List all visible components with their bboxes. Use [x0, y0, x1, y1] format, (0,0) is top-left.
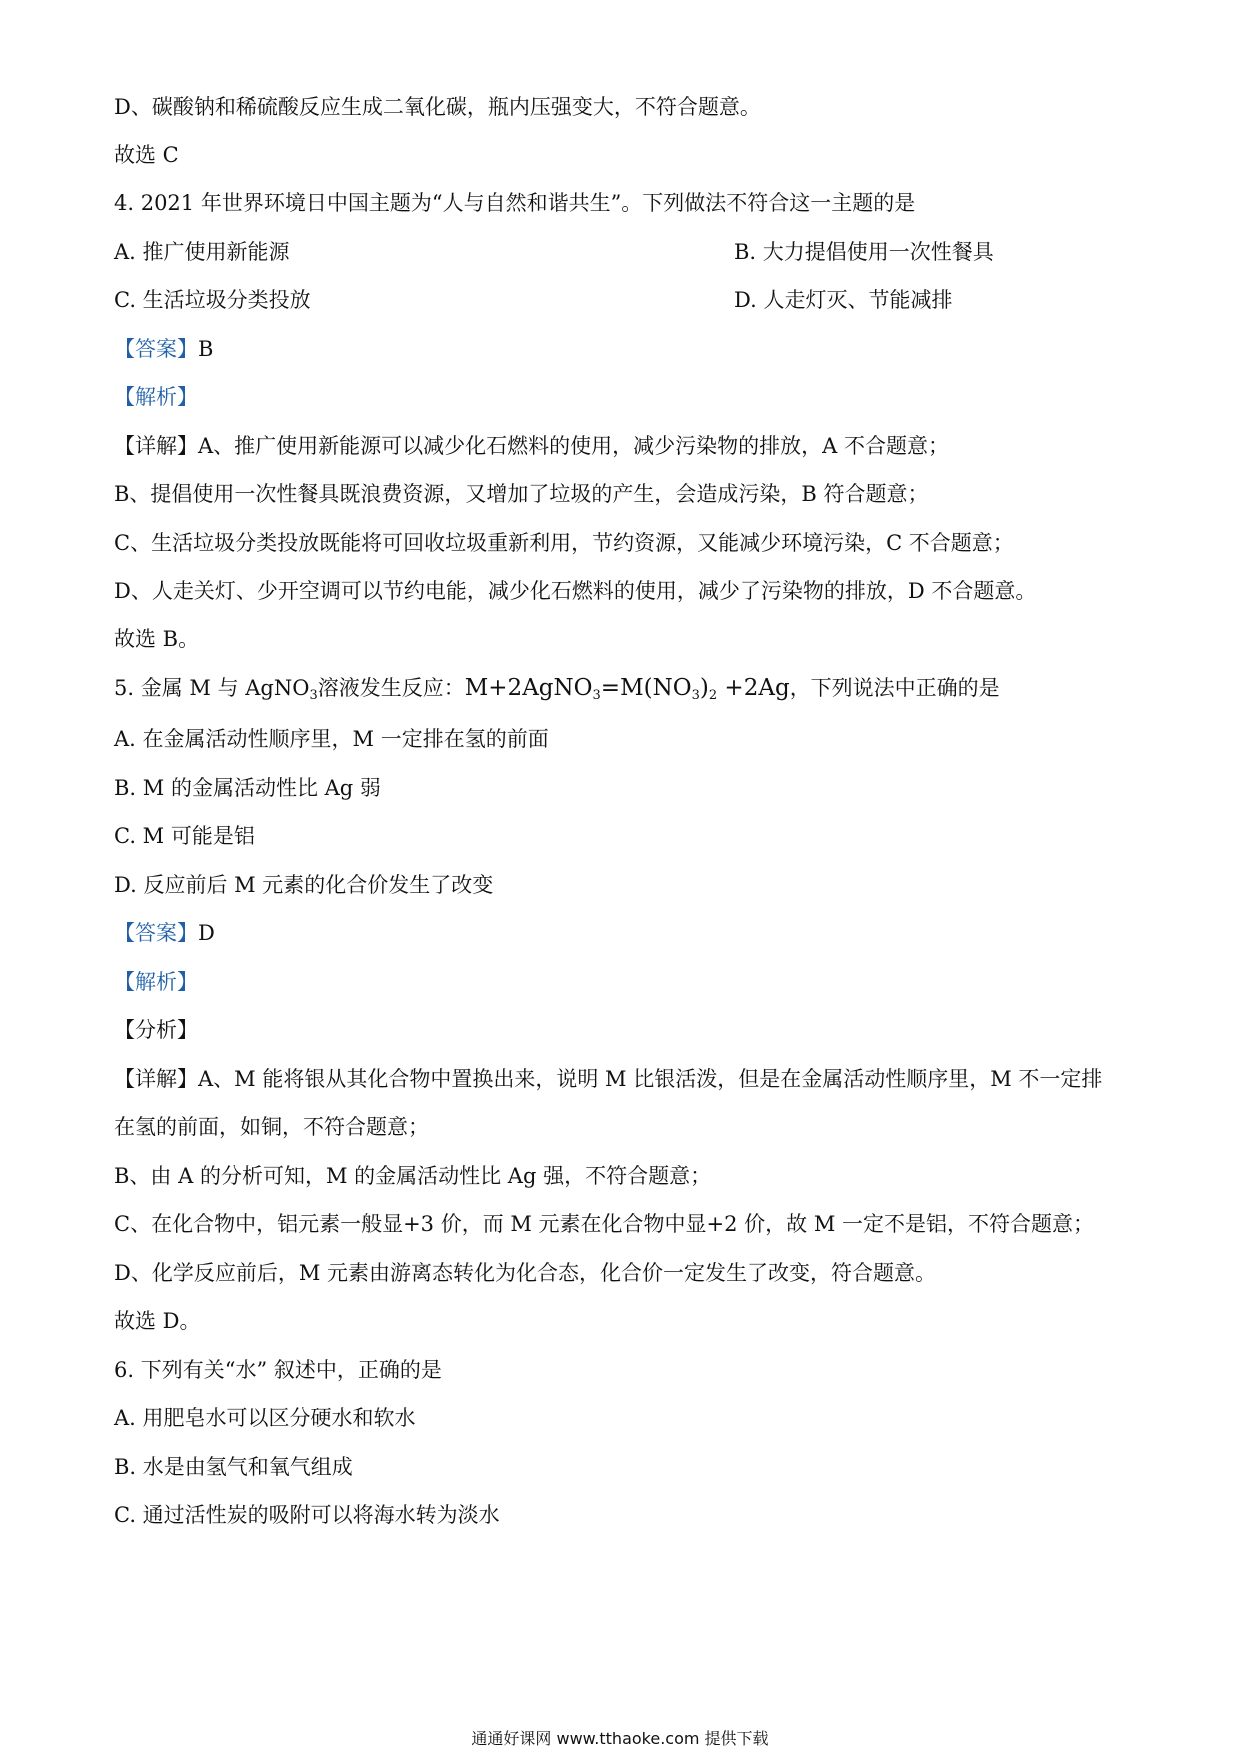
answer-value: D: [198, 921, 215, 945]
q4-detail-b: B、提倡使用一次性餐具既浪费资源，又增加了垃圾的产生，会造成污染，B 符合题意；: [114, 482, 929, 506]
formula-part: ): [699, 675, 709, 701]
formula-part: M+2AgNO: [464, 675, 593, 701]
q5-fenxi-tag: 【分析】: [114, 1018, 198, 1042]
q4-analysis-tag: 【解析】: [114, 385, 198, 409]
q5-option-c: C. M 可能是铝: [114, 824, 255, 848]
q4-option-d: D. 人走灯灭、节能减排: [734, 288, 953, 312]
q5-stem: [114, 673, 1140, 703]
subscript: 2: [708, 688, 718, 703]
q4-choose: 故选 B。: [114, 627, 200, 651]
q6-option-b: B. 水是由氢气和氧气组成: [114, 1455, 353, 1479]
q4-options-row2: [114, 285, 1140, 315]
q4-option-b: B. 大力提倡使用一次性餐具: [734, 240, 994, 264]
q4-detail-d: D、人走关灯、少开空调可以节约电能，减少化石燃料的使用，减少了污染物的排放，D 不合题意。: [114, 579, 1037, 603]
q4-option-a: A. 推广使用新能源: [114, 240, 290, 264]
answer-value: B: [198, 337, 214, 361]
answer-tag: 【答案】: [114, 921, 198, 945]
q5-stem-mid: 溶液发生反应：: [317, 676, 465, 700]
q4-option-c: C. 生活垃圾分类投放: [114, 288, 311, 312]
q4-stem: 4. 2021 年世界环境日中国主题为“人与自然和谐共生”。下列做法不符合这一主题的是: [114, 191, 916, 215]
reaction-formula: [465, 675, 790, 701]
q5-stem-pre: 5. 金属 M 与 AgNO: [114, 676, 310, 700]
q5-option-a: A. 在金属活动性顺序里，M 一定排在氢的前面: [114, 727, 549, 751]
detail-text: A、M 能将银从其化合物中置换出来，说明 M 比银活泼，但是在金属活动性顺序里，M 不一定排: [198, 1067, 1103, 1091]
detail-text: A、推广使用新能源可以减少化石燃料的使用，减少污染物的排放，A 不合题意；: [198, 434, 950, 458]
q3-detail-d: D、碳酸钠和稀硫酸反应生成二氧化碳，瓶内压强变大，不符合题意。: [114, 95, 761, 119]
page-footer: 通通好课网 www.tthaoke.com 提供下载: [471, 1729, 769, 1748]
q4-answer: [114, 334, 1140, 364]
subscript: 3: [691, 688, 700, 703]
q4-detail-a: [114, 431, 1140, 461]
q5-detail-b: B、由 A 的分析可知，M 的金属活动性比 Ag 强，不符合题意；: [114, 1164, 712, 1188]
detail-tag: 【详解】: [114, 1067, 198, 1091]
answer-tag: 【答案】: [114, 337, 198, 361]
detail-tag: 【详解】: [114, 434, 198, 458]
formula-part: =M(NO: [600, 675, 692, 701]
q6-stem: 6. 下列有关“水” 叙述中，正确的是: [114, 1358, 442, 1382]
q3-choose: 故选 C: [114, 143, 179, 167]
q4-options-row1: [114, 237, 1140, 267]
q5-detail-a-line2: 在氢的前面，如铜，不符合题意；: [114, 1115, 429, 1139]
formula-part: +2Ag: [717, 675, 790, 701]
q4-detail-c: C、生活垃圾分类投放既能将可回收垃圾重新利用，节约资源，又能减少环境污染，C 不合题意；: [114, 531, 1014, 555]
q5-choose: 故选 D。: [114, 1309, 201, 1333]
q5-option-d: D. 反应前后 M 元素的化合价发生了改变: [114, 873, 494, 897]
q5-detail-d: D、化学反应前后，M 元素由游离态转化为化合态，化合价一定发生了改变，符合题意。: [114, 1261, 937, 1285]
q5-stem-post: ，下列说法中正确的是: [789, 676, 1000, 700]
q6-option-c: C. 通过活性炭的吸附可以将海水转为淡水: [114, 1503, 500, 1527]
q5-detail-a-line1: [114, 1064, 1140, 1094]
subscript: 3: [592, 688, 601, 703]
subscript: 3: [309, 688, 318, 703]
q5-detail-c: C、在化合物中，铝元素一般显+3 价，而 M 元素在化合物中显+2 价，故 M 一定不是铝，不符合题意；: [114, 1212, 1095, 1236]
q5-analysis-tag: 【解析】: [114, 970, 198, 994]
q6-option-a: A. 用肥皂水可以区分硬水和软水: [114, 1406, 416, 1430]
q5-option-b: B. M 的金属活动性比 Ag 弱: [114, 776, 381, 800]
q5-answer: [114, 918, 1140, 948]
